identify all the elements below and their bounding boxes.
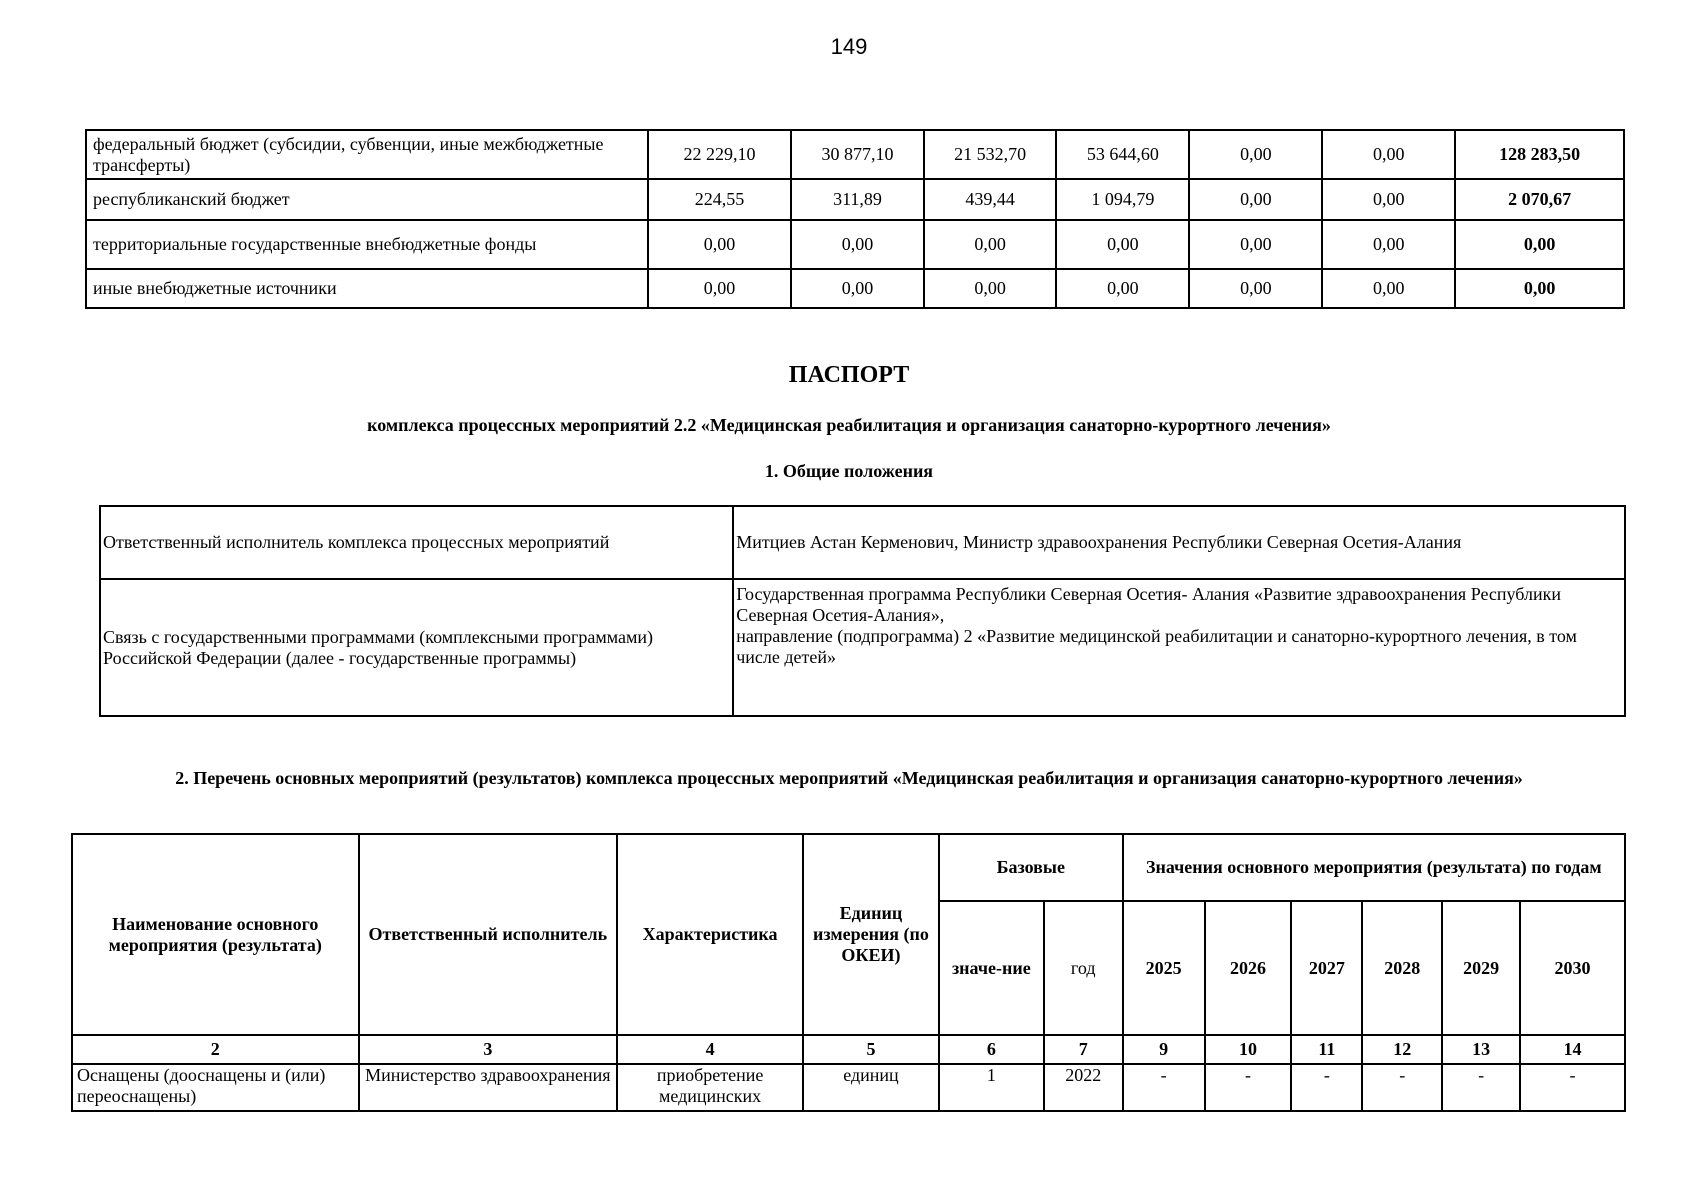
budget-table bbox=[85, 129, 1625, 309]
header-values-by-year: Значения основного мероприятия (результата) по годам bbox=[1123, 834, 1625, 901]
cell-value: 0,00 bbox=[1322, 220, 1455, 269]
cell-characteristic: приобретение медицинских bbox=[617, 1064, 803, 1111]
cell-value: 0,00 bbox=[1189, 179, 1322, 220]
column-number: 9 bbox=[1123, 1035, 1205, 1064]
cell-total: 0,00 bbox=[1455, 220, 1624, 269]
cell-year-value: - bbox=[1362, 1064, 1442, 1111]
cell-total: 128 283,50 bbox=[1455, 130, 1624, 179]
cell-total: 2 070,67 bbox=[1455, 179, 1624, 220]
table-row bbox=[86, 220, 1624, 269]
column-number: 6 bbox=[939, 1035, 1044, 1064]
row-label: территориальные государственные внебюджетные фонды bbox=[86, 220, 648, 269]
cell-value: 0,00 bbox=[1322, 179, 1455, 220]
row-value bbox=[733, 579, 1625, 716]
header-base-year: год bbox=[1044, 901, 1123, 1035]
column-number: 11 bbox=[1291, 1035, 1362, 1064]
cell-value: 0,00 bbox=[1322, 269, 1455, 308]
cell-base-value: 1 bbox=[939, 1064, 1044, 1111]
row-label: федеральный бюджет (субсидии, субвенции, иные межбюджетные трансферты) bbox=[86, 130, 648, 179]
cell-value: 311,89 bbox=[791, 179, 924, 220]
cell-value: 30 877,10 bbox=[791, 130, 924, 179]
header-base: Базовые bbox=[939, 834, 1123, 901]
cell-year-value: - bbox=[1520, 1064, 1625, 1111]
column-number-row bbox=[72, 1035, 1625, 1064]
cell-value: 439,44 bbox=[924, 179, 1056, 220]
column-number: 12 bbox=[1362, 1035, 1442, 1064]
cell-value: 0,00 bbox=[1056, 220, 1189, 269]
header-characteristic: Характеристика bbox=[617, 834, 803, 1035]
table-row bbox=[100, 506, 1625, 579]
cell-responsible: Министерство здравоохранения bbox=[359, 1064, 618, 1111]
row-label: Ответственный исполнитель комплекса процессных мероприятий bbox=[100, 506, 733, 579]
header-row bbox=[72, 834, 1625, 901]
row-label: Связь с государственными программами (комплексными программами) Российской Федерации (далее - государственные программы) bbox=[100, 579, 733, 716]
column-number: 13 bbox=[1442, 1035, 1520, 1064]
cell-value: 0,00 bbox=[648, 269, 791, 308]
passport-title: ПАСПОРТ bbox=[788, 362, 910, 388]
table-row bbox=[72, 1064, 1625, 1111]
value-line: Государственная программа Республики Северная Осетия- Алания «Развитие здравоохранения Республики Северная Осетия-Алания», bbox=[736, 584, 1562, 625]
row-label: иные внебюджетные источники bbox=[86, 269, 648, 308]
section2-heading: 2. Перечень основных мероприятий (результатов) комплекса процессных мероприятий «Медицинская реабилитация и организация санаторно-курортного лечения» bbox=[175, 768, 1523, 788]
table-row bbox=[86, 179, 1624, 220]
header-unit: Единиц измерения (по ОКЕИ) bbox=[803, 834, 939, 1035]
header-year: 2025 bbox=[1123, 901, 1205, 1035]
cell-total: 0,00 bbox=[1455, 269, 1624, 308]
cell-value: 0,00 bbox=[1056, 269, 1189, 308]
column-number: 10 bbox=[1205, 1035, 1292, 1064]
cell-value: 0,00 bbox=[648, 220, 791, 269]
column-number: 5 bbox=[803, 1035, 939, 1064]
header-year: 2028 bbox=[1362, 901, 1442, 1035]
row-value: Митциев Астан Керменович, Министр здравоохранения Республики Северная Осетия-Алания bbox=[733, 506, 1625, 579]
table-row bbox=[86, 269, 1624, 308]
cell-value: 0,00 bbox=[1322, 130, 1455, 179]
cell-year-value: - bbox=[1123, 1064, 1205, 1111]
header-year: 2026 bbox=[1205, 901, 1292, 1035]
cell-year-value: - bbox=[1205, 1064, 1292, 1111]
header-year: 2027 bbox=[1291, 901, 1362, 1035]
cell-value: 0,00 bbox=[1189, 269, 1322, 308]
page-number: 149 bbox=[830, 34, 868, 59]
cell-unit: единиц bbox=[803, 1064, 939, 1111]
cell-year-value: - bbox=[1291, 1064, 1362, 1111]
cell-value: 224,55 bbox=[648, 179, 791, 220]
cell-value: 1 094,79 bbox=[1056, 179, 1189, 220]
column-number: 4 bbox=[617, 1035, 803, 1064]
passport-subtitle: комплекса процессных мероприятий 2.2 «Медицинская реабилитация и организация санаторно-курортного лечения» bbox=[367, 415, 1331, 435]
cell-value: 0,00 bbox=[1189, 220, 1322, 269]
row-label: республиканский бюджет bbox=[86, 179, 648, 220]
table-row bbox=[86, 130, 1624, 179]
table-row bbox=[100, 579, 1625, 716]
value-line: направление (подпрограмма) 2 «Развитие медицинской реабилитации и санаторно-курортного лечения, в том числе детей» bbox=[736, 626, 1577, 667]
column-number: 14 bbox=[1520, 1035, 1625, 1064]
column-number: 7 bbox=[1044, 1035, 1123, 1064]
cell-value: 0,00 bbox=[791, 220, 924, 269]
cell-value: 0,00 bbox=[924, 269, 1056, 308]
cell-year-value: - bbox=[1442, 1064, 1520, 1111]
cell-value: 0,00 bbox=[1189, 130, 1322, 179]
cell-value: 21 532,70 bbox=[924, 130, 1056, 179]
cell-value: 0,00 bbox=[791, 269, 924, 308]
general-provisions-table bbox=[99, 505, 1626, 717]
activities-table bbox=[71, 833, 1626, 1112]
cell-base-year: 2022 bbox=[1044, 1064, 1123, 1111]
cell-value: 53 644,60 bbox=[1056, 130, 1189, 179]
cell-value: 0,00 bbox=[924, 220, 1056, 269]
header-year: 2029 bbox=[1442, 901, 1520, 1035]
column-number: 3 bbox=[359, 1035, 618, 1064]
header-base-value: значе-ние bbox=[939, 901, 1044, 1035]
column-number: 2 bbox=[72, 1035, 359, 1064]
header-responsible: Ответственный исполнитель bbox=[359, 834, 618, 1035]
section1-heading: 1. Общие положения bbox=[764, 461, 934, 481]
cell-value: 22 229,10 bbox=[648, 130, 791, 179]
header-name: Наименование основного мероприятия (результата) bbox=[72, 834, 359, 1035]
cell-name: Оснащены (дооснащены и (или) переоснащены) bbox=[72, 1064, 359, 1111]
header-year: 2030 bbox=[1520, 901, 1625, 1035]
